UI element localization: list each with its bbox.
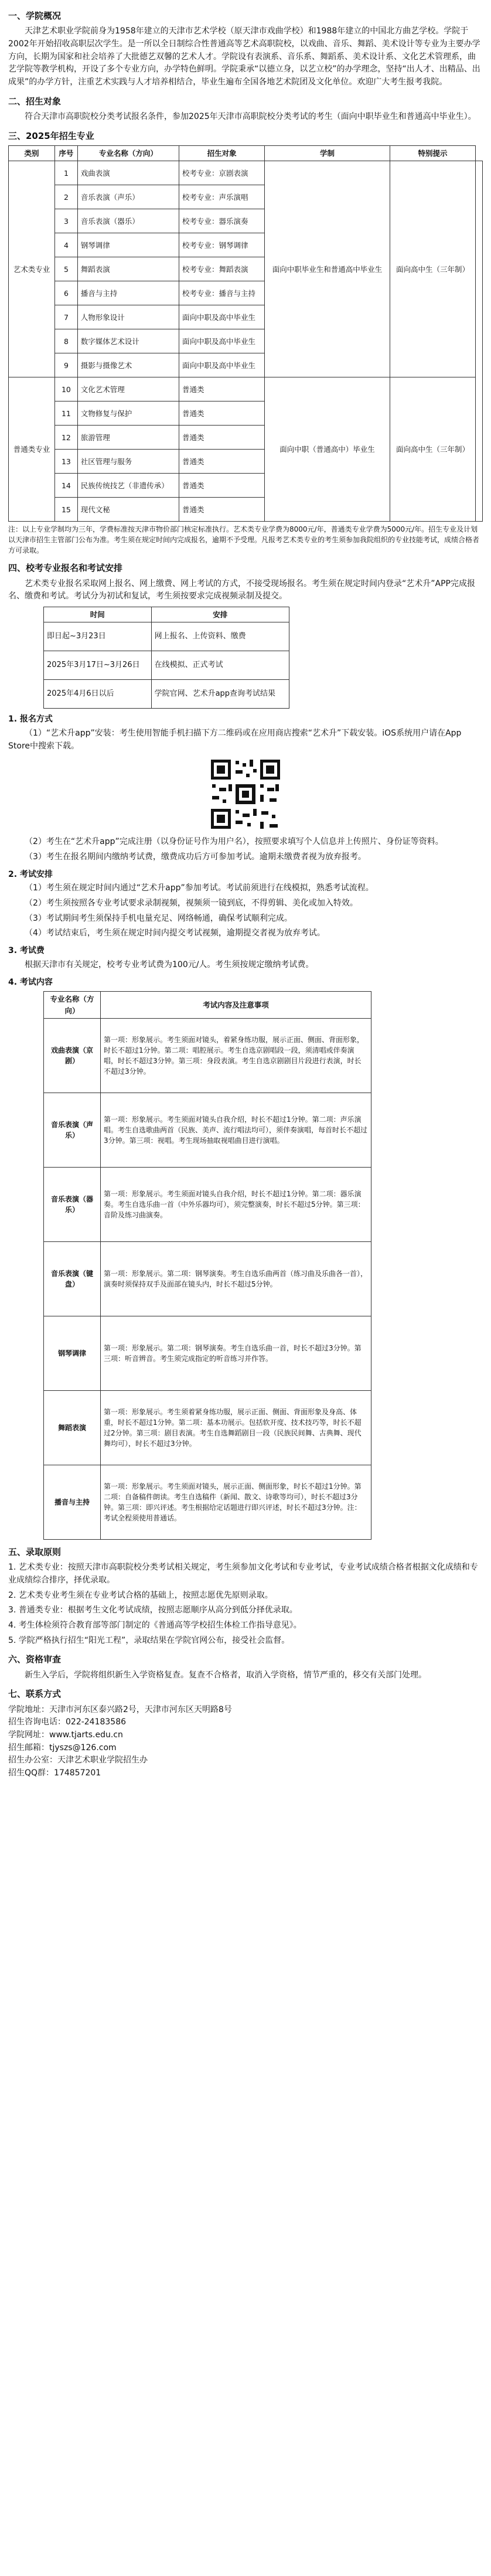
major-direction: 校考专业：声乐演唱 xyxy=(179,185,264,209)
exam-details: 第一项：形象展示。考生须面对镜头自我介绍，时长不超过1分钟。第二项：器乐演奏。考生自选乐曲一首（中外乐器均可），须完整演奏，时长不超过5分钟。第三项：音阶及练习曲演奏。 xyxy=(101,1167,371,1241)
major-name: 戏曲表演 xyxy=(77,161,179,185)
schedule-time: 2025年3月17日~3月26日 xyxy=(44,651,152,680)
registration-step-2: （2）考生在“艺术升app”完成注册（以身份证号作为用户名），按照要求填写个人信息并上传照片、身份证等资料。 xyxy=(25,837,444,847)
qr-code-icon xyxy=(209,757,282,831)
exam-content-row xyxy=(44,1167,371,1241)
schedule-task: 学院官网、艺术升app查询考试结果 xyxy=(151,680,289,709)
admission-rule: 3. 普通类专业：根据考生文化考试成绩，按照志愿顺序从高分到低分择优录取。 xyxy=(8,1605,298,1615)
admission-rule: 2. 艺术类专业考生须在专业考试合格的基础上，按照志愿优先原则录取。 xyxy=(8,1590,273,1600)
overview-text: 天津艺术职业学院前身为1958年建立的天津市艺术学校（原天津市戏曲学校）和1988年建立的中国北方曲艺学校。学院于2002年开始招收高职层次学生。是一所以全日制综合性普通高等艺术高职院校，以戏曲、音乐、舞蹈、美术设计等专业为主要办学方向，长期为国家和社会培养了大批德艺双馨的艺术人才。学院设有表演系、音乐系、舞蹈系、美术设计系、文化艺术管理系，曲艺学院等教学机构，开设了多个专业方向，办学特色鲜明。学院秉承“以德立身，以艺立校”的办学理念，坚持“出人才、出精品、出成果”的办学方针，注重艺术实践与人才培养相结合，毕业生遍布全国各地艺术院团及文化单位。欢迎广大考生报考我院。 xyxy=(8,26,480,87)
exam-content-row xyxy=(44,1390,371,1465)
header-major: 专业名称（方向） xyxy=(77,145,179,161)
header-category: 类别 xyxy=(9,145,55,161)
category-general: 普通类专业 xyxy=(9,377,55,522)
major-name: 数字媒体艺术设计 xyxy=(77,329,179,353)
exam-content-row xyxy=(44,1465,371,1539)
major-direction: 面向中职及高中毕业生 xyxy=(179,353,264,377)
exam-content-row xyxy=(44,1241,371,1316)
exam-major: 播音与主持 xyxy=(44,1465,101,1539)
major-direction: 校考专业：京剧表演 xyxy=(179,161,264,185)
target-art: 面向中职毕业生和普通高中毕业生 xyxy=(265,161,390,377)
exam-details: 第一项：形象展示。第二项：钢琴演奏。考生自选乐曲两首（练习曲及乐曲各一首），演奏时须保持双手及面部在镜头内，时长不超过5分钟。 xyxy=(101,1241,371,1316)
major-number: 15 xyxy=(55,498,78,522)
major-name: 钢琴调律 xyxy=(77,233,179,257)
major-row xyxy=(9,377,483,401)
major-number: 3 xyxy=(55,209,78,233)
major-direction: 普通类 xyxy=(179,450,264,474)
content-header-details: 考试内容及注意事项 xyxy=(101,992,371,1019)
exam-major: 音乐表演（器乐） xyxy=(44,1167,101,1241)
admission-rule: 4. 考生体检须符合教育部等部门制定的《普通高等学校招生体检工作指导意见》。 xyxy=(8,1620,302,1630)
target-general: 面向中职（普通高中）毕业生 xyxy=(265,377,390,522)
major-name: 文化艺术管理 xyxy=(77,377,179,401)
exam-step-2: （2）考生须按照各专业考试要求录制视频，视频须一镜到底，不得剪辑、美化或加入特效。 xyxy=(25,899,358,908)
exam-major: 音乐表演（声乐） xyxy=(44,1093,101,1167)
exam-details: 第一项：形象展示。考生须面对镜头，着紧身练功服，展示正面、侧面、背面形象，时长不超过1分钟。第二项：唱腔展示。考生自选京剧唱段一段，须清唱或伴奏演唱，时长不超过3分钟。第三项：身段表演。考生自选京剧剧目片段进行表演，时长不超过3分钟。 xyxy=(101,1018,371,1093)
exam-content-row xyxy=(44,1316,371,1390)
schedule-task: 网上报名、上传资料、缴费 xyxy=(151,622,289,651)
admission-rule: 1. 艺术类专业：按照天津市高职院校分类考试相关规定，考生须参加文化考试和专业考试，专业考试成绩合格者根据文化成绩和专业成绩综合排序，择优录取。 xyxy=(8,1563,478,1585)
exam-content-row xyxy=(44,1093,371,1167)
sub-title-fee: 3. 考试费 xyxy=(8,946,45,956)
section-title-verification: 六、资格审查 xyxy=(8,1654,62,1665)
majors-body xyxy=(9,161,483,522)
schedule-row xyxy=(44,651,289,680)
major-number: 10 xyxy=(55,377,78,401)
major-direction: 普通类 xyxy=(179,401,264,426)
major-number: 12 xyxy=(55,426,78,450)
major-name: 播音与主持 xyxy=(77,281,179,305)
major-name: 社区管理与服务 xyxy=(77,450,179,474)
schedule-row xyxy=(44,622,289,651)
exam-intro: 艺术类专业报名采取网上报名、网上缴费、网上考试的方式，不接受现场报名。考生须在规定时间内登录“艺术升”APP完成报名、缴费和考试。考试分为初试和复试，考生须按要求完成视频录制及提交。 xyxy=(8,579,475,601)
major-name: 音乐表演（器乐） xyxy=(77,209,179,233)
section-title-admission: 五、录取原则 xyxy=(8,1546,62,1557)
contact-email-link[interactable]: 招生邮箱：tjyszs@126.com xyxy=(8,1743,117,1753)
sub-title-registration: 1. 报名方式 xyxy=(8,714,53,724)
exam-step-3: （3）考试期间考生须保持手机电量充足、网络畅通，确保考试顺利完成。 xyxy=(25,913,292,923)
exam-step-1: （1）考生须在规定时间内通过“艺术升app”参加考试。考试前须进行在线模拟，熟悉考试流程。 xyxy=(25,883,374,893)
major-direction: 校考专业：器乐演奏 xyxy=(179,209,264,233)
major-name: 人物形象设计 xyxy=(77,305,179,329)
major-direction: 普通类 xyxy=(179,474,264,498)
section-title-overview: 一、学院概况 xyxy=(8,11,62,21)
exam-content-row xyxy=(44,1018,371,1093)
schedule-time: 2025年4月6日以后 xyxy=(44,680,152,709)
admission-rules xyxy=(8,1561,483,1647)
contact-office: 招生办公室：天津艺术职业学院招生办 xyxy=(8,1755,148,1765)
major-direction: 普通类 xyxy=(179,498,264,522)
exam-content-body xyxy=(44,1018,371,1539)
exam-details: 第一项：形象展示。考生须面对镜头，展示正面、侧面形象，时长不超过1分钟。第二项：自备稿件朗读。考生自选稿件（新闻、散文、诗歌等均可），时长不超过3分钟。第三项：即兴评述。考生根据给定话题进行即兴评述，时长不超过3分钟。注：考试全程须使用普通话。 xyxy=(101,1465,371,1539)
schedule-row xyxy=(44,680,289,709)
exam-major: 钢琴调律 xyxy=(44,1316,101,1390)
section-title-contact: 七、联系方式 xyxy=(8,1689,62,1700)
header-duration: 学制 xyxy=(265,145,390,161)
major-number: 4 xyxy=(55,233,78,257)
major-number: 1 xyxy=(55,161,78,185)
major-direction: 校考专业：钢琴调律 xyxy=(179,233,264,257)
exam-details: 第一项：形象展示。考生须面对镜头自我介绍，时长不超过1分钟。第二项：声乐演唱。考生自选歌曲两首（民族、美声、流行唱法均可），须伴奏演唱，每首时长不超过3分钟。第三项：视唱。考生现场抽取视唱曲目进行演唱。 xyxy=(101,1093,371,1167)
majors-note: 注：以上专业学制均为三年，学费标准按天津市物价部门核定标准执行。艺术类专业学费为8000元/年，普通类专业学费为5000元/年。招生专业及计划以天津市招生主管部门公布为准。考生须在规定时间内完成报名，逾期不予受理。凡报考艺术类专业的考生须参加我院组织的专业技能考试，成绩合格者方可录取。 xyxy=(8,525,480,555)
header-target: 招生对象 xyxy=(179,145,264,161)
exam-details: 第一项：形象展示。考生须着紧身练功服，展示正面、侧面、背面形象及身高、体重，时长不超过1分钟。第二项：基本功展示。包括软开度、技术技巧等，时长不超过2分钟。第三项：剧目表演。考生自选舞蹈剧目一段（民族民间舞、古典舞、现代舞均可），时长不超过3分钟。 xyxy=(101,1390,371,1465)
section-title-exam: 四、校考专业报名和考试安排 xyxy=(8,563,123,574)
content-header-major: 专业名称（方向） xyxy=(44,992,101,1019)
major-name: 摄影与摄像艺术 xyxy=(77,353,179,377)
majors-table xyxy=(8,145,483,522)
major-direction: 普通类 xyxy=(179,426,264,450)
contact-phone: 招生咨询电话：022-24183586 xyxy=(8,1717,127,1727)
major-direction: 校考专业：舞蹈表演 xyxy=(179,257,264,281)
registration-step-3: （3）考生在报名期间内缴纳考试费，缴费成功后方可参加考试。逾期未缴费者视为放弃报考。 xyxy=(25,852,366,862)
major-name: 舞蹈表演 xyxy=(77,257,179,281)
major-name: 音乐表演（声乐） xyxy=(77,185,179,209)
sub-title-exam-arrangement: 2. 考试安排 xyxy=(8,869,53,879)
exam-major: 音乐表演（键盘） xyxy=(44,1241,101,1316)
exam-details: 第一项：形象展示。第二项：钢琴演奏。考生自选乐曲一首，时长不超过3分钟。第三项：听音辨音。考生须完成指定的听音练习并作答。 xyxy=(101,1316,371,1390)
major-direction: 面向中职及高中毕业生 xyxy=(179,329,264,353)
header-notes: 特别提示 xyxy=(390,145,475,161)
major-number: 14 xyxy=(55,474,78,498)
major-number: 5 xyxy=(55,257,78,281)
fee-text: 根据天津市有关规定，校考专业考试费为100元/人。考生须按规定缴纳考试费。 xyxy=(25,959,314,969)
category-art: 艺术类专业 xyxy=(9,161,55,377)
major-number: 6 xyxy=(55,281,78,305)
contact-qq-group: 招生QQ群：174857201 xyxy=(8,1768,101,1778)
major-direction: 普通类 xyxy=(179,377,264,401)
verification-text: 新生入学后，学院将组织新生入学资格复查。复查不合格者，取消入学资格，情节严重的，移交有关部门处理。 xyxy=(25,1670,427,1680)
section-title-target: 二、招生对象 xyxy=(8,96,62,107)
admission-rule: 5. 学院严格执行招生“阳光工程”，录取结果在学院官网公布，接受社会监督。 xyxy=(8,1635,290,1645)
exam-major: 戏曲表演（京剧） xyxy=(44,1018,101,1093)
major-name: 现代文秘 xyxy=(77,498,179,522)
exam-content-table xyxy=(43,991,371,1540)
major-number: 7 xyxy=(55,305,78,329)
schedule-table xyxy=(43,607,289,709)
schedule-task: 在线模拟、正式考试 xyxy=(151,651,289,680)
sub-title-content: 4. 考试内容 xyxy=(8,977,53,987)
registration-step-1: （1）“艺术升app”安装：考生使用智能手机扫描下方二维码或在应用商店搜索“艺术升”下载安装。iOS系统用户请在App Store中搜索下载。 xyxy=(8,728,462,751)
schedule-time: 即日起~3月23日 xyxy=(44,622,152,651)
duration-general: 面向高中生（三年制） xyxy=(390,377,475,522)
exam-major: 舞蹈表演 xyxy=(44,1390,101,1465)
major-number: 8 xyxy=(55,329,78,353)
contact-info xyxy=(8,1704,483,1780)
schedule-header-task: 安排 xyxy=(151,607,289,622)
major-name: 民族传统技艺（非遗传承） xyxy=(77,474,179,498)
contact-address: 学院地址：天津市河东区泰兴路2号，天津市河东区天明路8号 xyxy=(8,1704,232,1714)
special-notes xyxy=(476,161,483,522)
major-direction: 面向中职及高中毕业生 xyxy=(179,305,264,329)
contact-website-link[interactable]: 学院网址：www.tjarts.edu.cn xyxy=(8,1730,123,1740)
duration-art: 面向高中生（三年制） xyxy=(390,161,475,377)
major-number: 13 xyxy=(55,450,78,474)
schedule-header-time: 时间 xyxy=(44,607,152,622)
major-number: 2 xyxy=(55,185,78,209)
major-number: 9 xyxy=(55,353,78,377)
major-name: 旅游管理 xyxy=(77,426,179,450)
major-name: 文物修复与保护 xyxy=(77,401,179,426)
header-number: 序号 xyxy=(55,145,78,161)
exam-step-4: （4）考试结束后，考生须在规定时间内提交考试视频，逾期提交者视为放弃考试。 xyxy=(25,928,325,938)
major-direction: 校考专业：播音与主持 xyxy=(179,281,264,305)
section-title-majors: 三、2025年招生专业 xyxy=(8,130,94,141)
major-number: 11 xyxy=(55,401,78,426)
major-row xyxy=(9,161,483,185)
target-text: 符合天津市高职院校分类考试报名条件，参加2025年天津市高职院校分类考试的考生（面向中职毕业生和普通高中毕业生）。 xyxy=(25,111,476,121)
